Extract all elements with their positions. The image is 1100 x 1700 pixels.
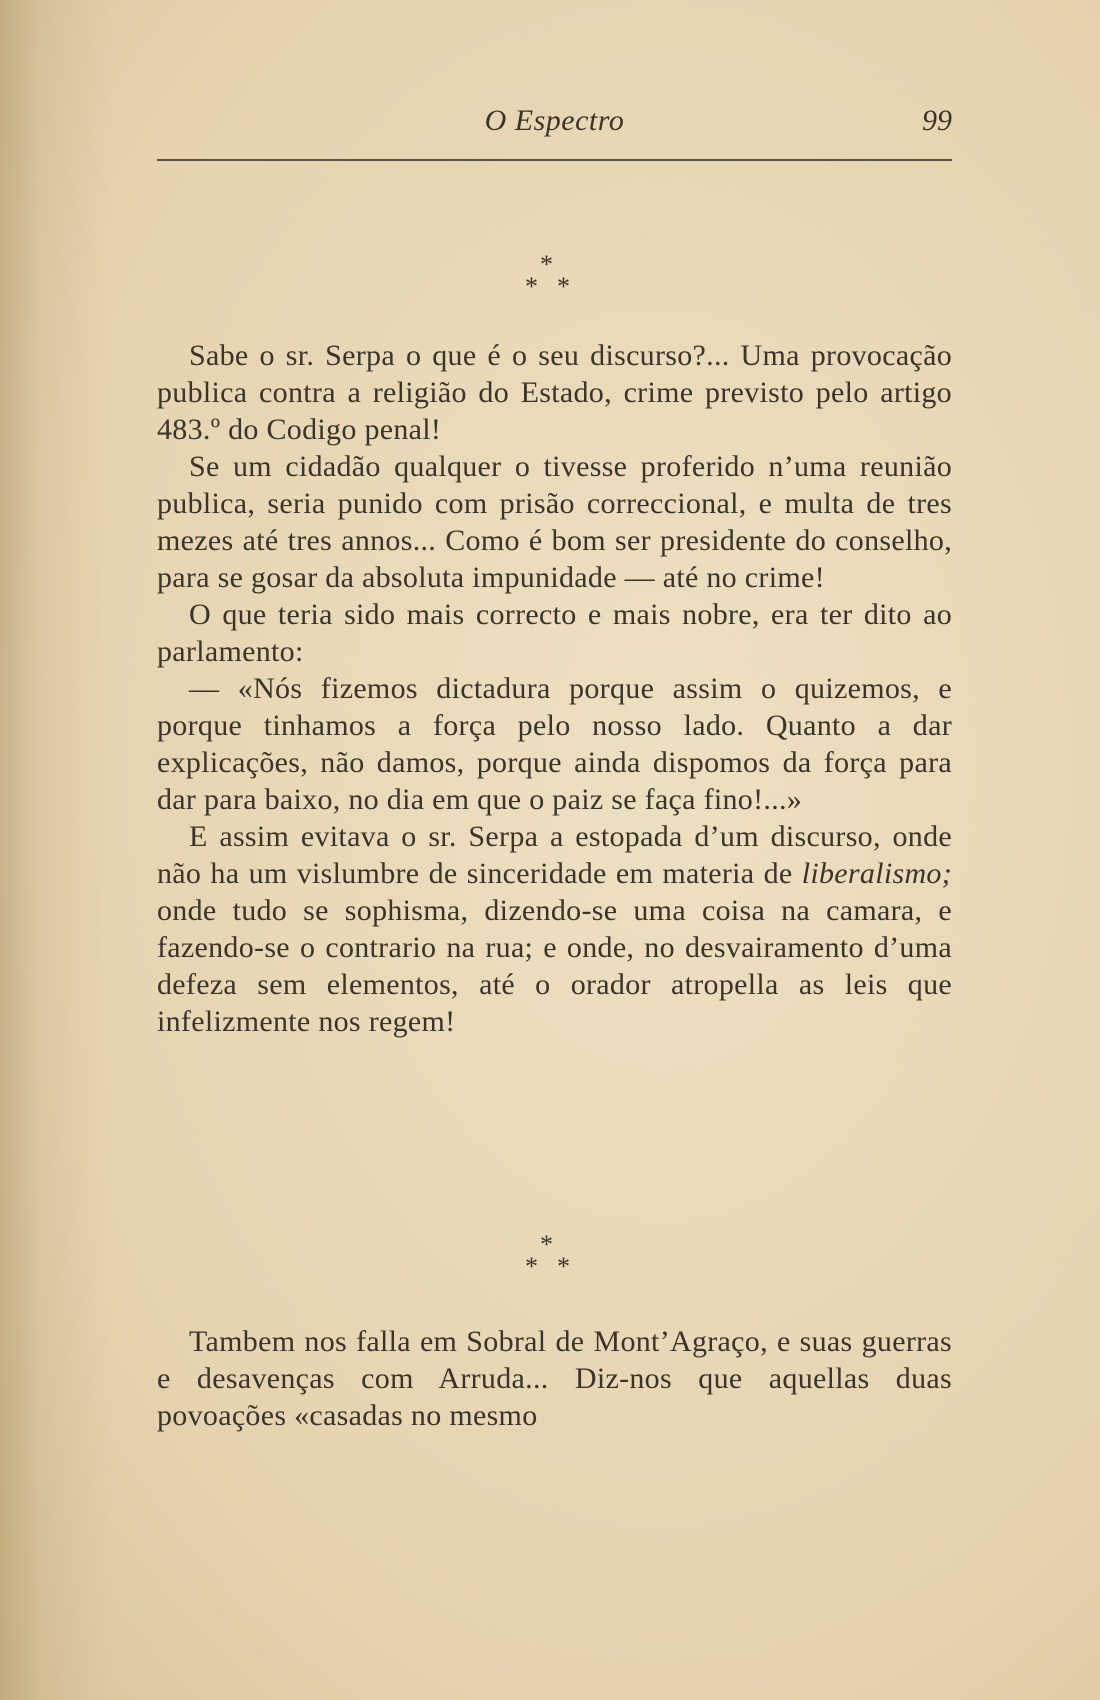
paragraph: Se um cidadão qualquer o tivesse proferido n’uma reunião publica, seria punido com prisão correccional, e multa de tres mezes até tres annos... Como é bom ser presidente do conselho, para se gosar da absoluta impunidade — até no crime! — [157, 450, 952, 594]
paragraph: Sabe o sr. Serpa o que é o seu discurso?... Uma provocação publica contra a religião do Estado, crime previsto pelo artigo 483.º do Codigo penal! — [157, 339, 952, 446]
asterisk-mark: * — [525, 1252, 538, 1281]
paragraph: — «Nós fizemos dictadura porque assim o quizemos, e porque tinhamos a força pelo nosso lado. Quanto a dar explicações, não damos, porque ainda dispomos da força para dar para baixo, no dia em que o paiz se faça fino!...» — [157, 672, 952, 816]
asterism-divider — [510, 252, 590, 312]
section-text — [157, 1323, 952, 1434]
italic-word: liberalismo; — [801, 857, 952, 890]
page-number: 99 — [922, 104, 952, 137]
paragraph: O que teria sido mais correcto e mais nobre, era ter dito ao parlamento: — [157, 598, 952, 668]
asterisk-mark: * — [557, 272, 570, 301]
asterisk-mark: * — [557, 1252, 570, 1281]
text-run: E assim evitava o sr. Serpa a estopada d’um discurso, onde não ha um vislumbre de sinceridade em materia de — [157, 820, 952, 890]
asterisk-mark: * — [540, 1230, 553, 1259]
running-title: O Espectro — [484, 104, 625, 137]
paragraph: Tambem nos falla em Sobral de Mont’Agraço, e suas guerras e desavenças com Arruda... Diz-nos que aquellas duas povoações «casadas no mesmo — [157, 1325, 952, 1432]
text-run: onde tudo se sophisma, dizendo-se uma coisa na camara, e fazendo-se o contrario na rua; e onde, no desvairamento d’uma defeza sem elementos, até o orador atropella as leis que infelizmente nos regem! — [157, 894, 952, 1038]
asterism-divider — [510, 1232, 590, 1292]
running-header — [157, 100, 952, 148]
paragraph — [157, 818, 952, 1040]
header-rule — [157, 159, 952, 161]
asterisk-mark: * — [540, 250, 553, 279]
section-text — [157, 337, 952, 1040]
asterisk-mark: * — [525, 272, 538, 301]
